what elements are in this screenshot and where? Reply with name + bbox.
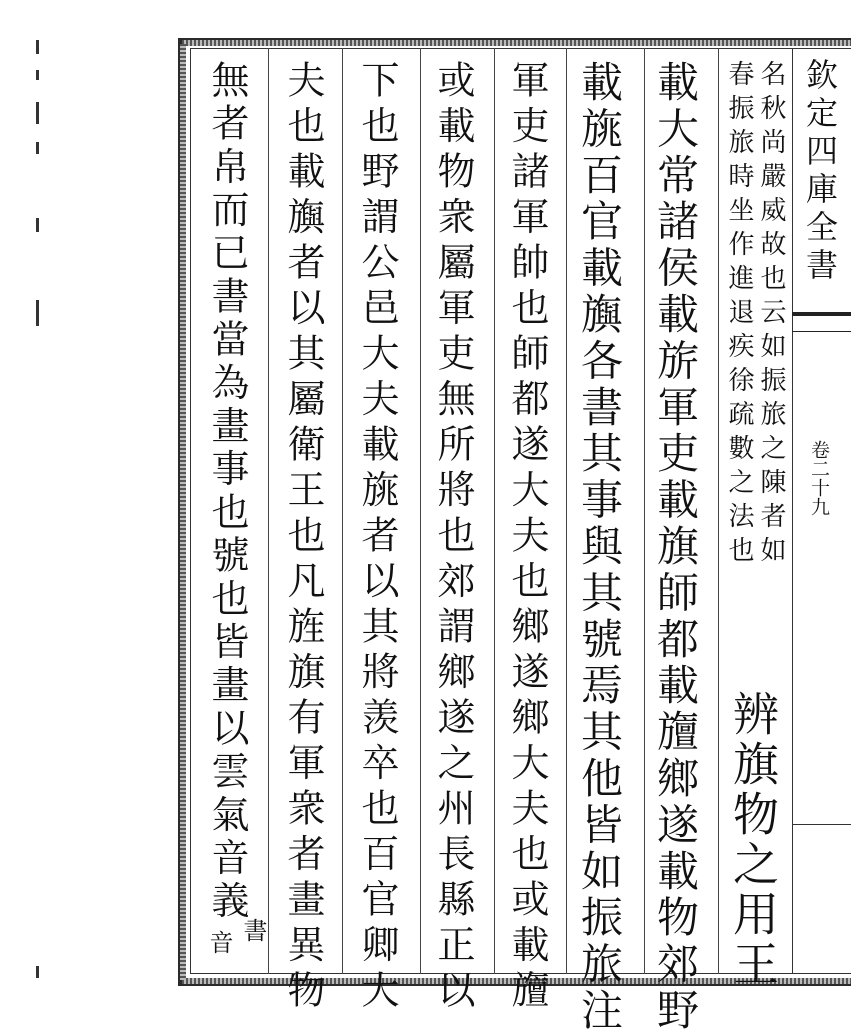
inline-note: 音 [205, 930, 233, 954]
fishtail-mark [792, 312, 851, 332]
edge-mark [36, 142, 39, 154]
text-column: 軍吏諸軍帥也師都遂大夫也鄉遂鄉大夫也或載旜 [505, 60, 549, 1016]
margin-divider [792, 824, 851, 825]
inline-note: 書 [239, 918, 267, 942]
border-top-pattern [182, 40, 851, 46]
column-rule [494, 48, 495, 974]
text-column: 下也野謂公邑大夫載旐者以其將羡卒也百官卿大 [355, 60, 399, 1016]
column-rule [268, 48, 269, 974]
column-rule [644, 48, 645, 974]
edge-mark [36, 300, 39, 326]
column-rule [420, 48, 421, 974]
edge-mark [36, 218, 39, 232]
commentary-line-left: 春振旅時坐作進退疾徐疏數之法也 [724, 60, 754, 570]
commentary-line-right: 名秋尚嚴威故也云如振旅之陳者如 [756, 60, 786, 570]
edge-mark [36, 966, 39, 978]
book-title: 欽定四庫全書 [801, 58, 839, 286]
column-rule [718, 48, 719, 974]
text-column: 或載物衆屬軍吏無所將也郊謂鄉遂之州長縣正以 [431, 60, 475, 1016]
volume-number: 卷二十九 [808, 440, 830, 516]
text-column: 無者帛而已書當為畫事也號也皆畫以雲氣音義 [205, 60, 249, 924]
edge-mark [36, 102, 39, 124]
edge-mark [36, 70, 39, 80]
text-column-heading-tail: 辨旗物之用王 [726, 690, 780, 990]
edge-mark [36, 40, 39, 54]
column-rule [342, 48, 343, 974]
border-left-pattern [180, 44, 186, 980]
text-column: 夫也載旟者以其屬衛王也凡旌旗有軍衆者畫異物 [281, 60, 325, 1016]
text-column: 載大常諸侯載旂軍吏載旗師都載旜鄉遂載物郊野 [651, 60, 700, 1034]
column-rule [566, 48, 567, 974]
text-column: 載旐百官載旟各書其事與其號焉其他皆如振旅注 [575, 60, 624, 1034]
